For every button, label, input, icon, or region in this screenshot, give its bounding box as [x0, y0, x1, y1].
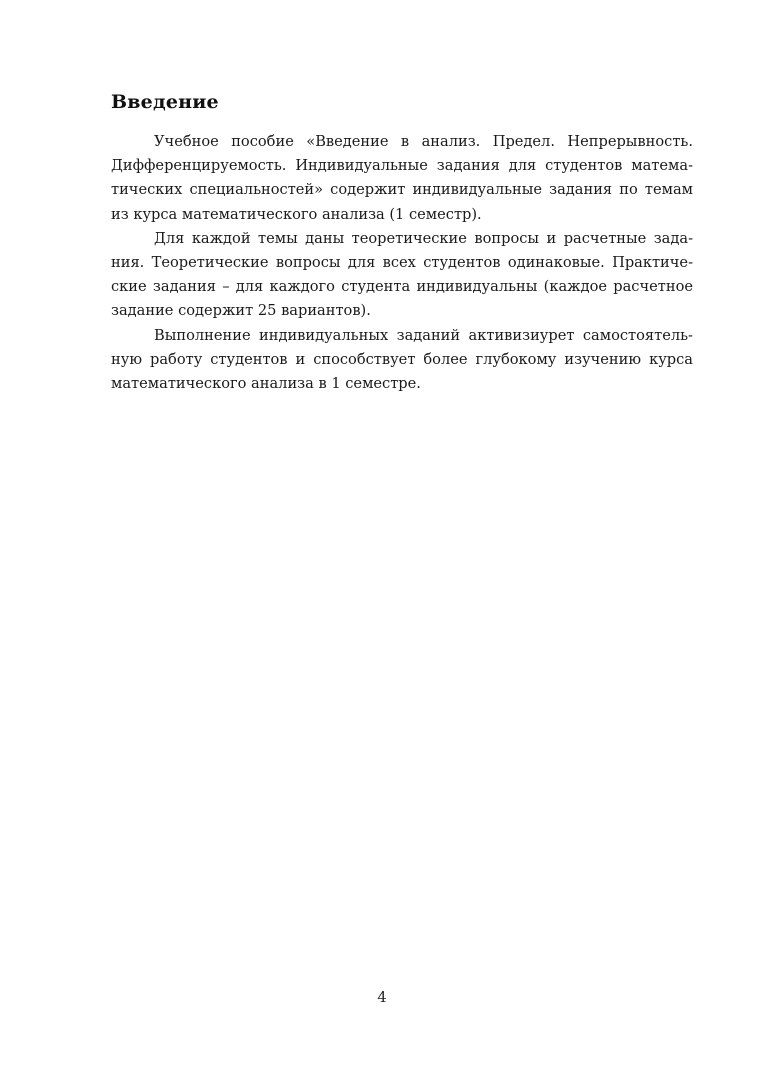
- paragraph-line: Выполнение индивидуальных заданий активизиурет самостоятель-: [154, 326, 693, 344]
- paragraph-line: ские задания – для каждого студента индивидуальны (каждое расчетное: [111, 278, 693, 296]
- paragraph-line: Учебное пособие «Введение в анализ. Предел. Непрерывность.: [154, 133, 693, 150]
- paragraph-2: [111, 227, 693, 324]
- introduction-body: [111, 130, 693, 396]
- paragraph-line: задание содержит 25 вариантов).: [111, 302, 371, 320]
- paragraph-3: [111, 324, 693, 397]
- paragraph-line: Для каждой темы даны теоретические вопросы и расчетные зада-: [154, 229, 693, 247]
- paragraph-line: математического анализа в 1 семестре.: [111, 375, 421, 393]
- paragraph-line: ную работу студентов и способствует более глубокому изучению курса: [111, 350, 693, 368]
- page-number: 4: [377, 989, 387, 1006]
- paragraph-line: Дифференцируемость. Индивидуальные задания для студентов матема-: [111, 157, 693, 175]
- paragraph-1: [111, 130, 693, 227]
- paragraph-line: из курса математического анализа (1 семестр).: [111, 205, 482, 223]
- paragraph-line: ния. Теоретические вопросы для всех студентов одинаковые. Практиче-: [111, 254, 693, 272]
- paragraph-line: тических специальностей» содержит индивидуальные задания по темам: [111, 181, 693, 199]
- section-heading: Введение: [111, 91, 219, 113]
